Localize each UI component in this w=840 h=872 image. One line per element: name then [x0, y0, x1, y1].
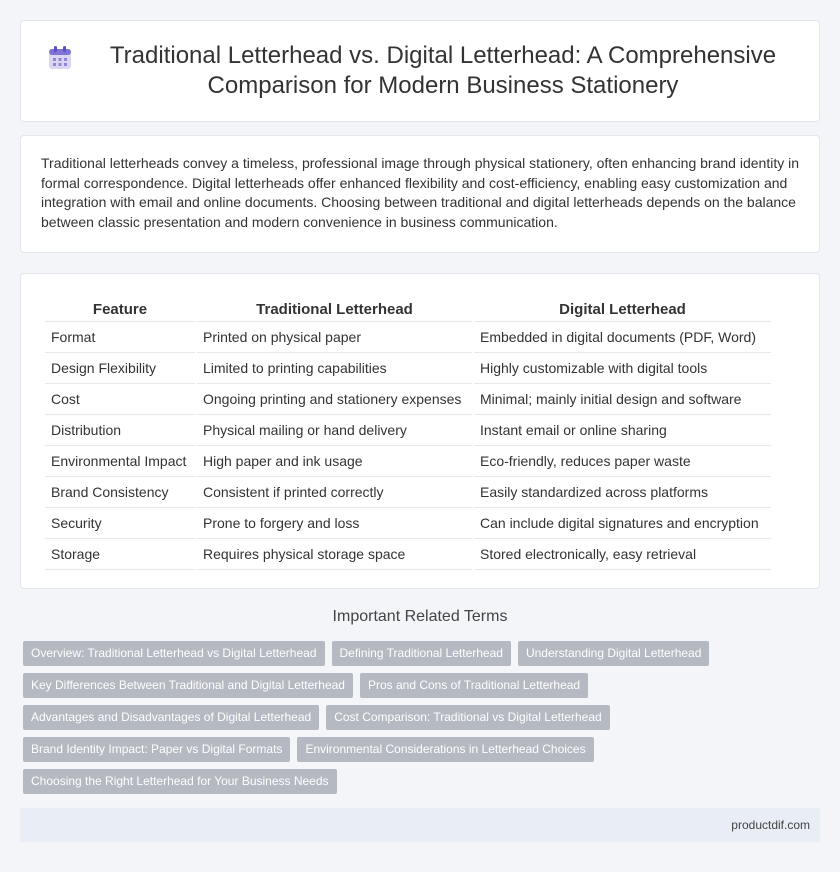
table-row [45, 322, 771, 353]
table-row [45, 353, 771, 384]
table-row [45, 446, 771, 477]
header-traditional: Traditional Letterhead [197, 298, 472, 322]
table-row [45, 384, 771, 415]
table-cell: Prone to forgery and loss [197, 508, 472, 539]
footer [20, 808, 820, 842]
related-term-link[interactable]: Brand Identity Impact: Paper vs Digital Formats [23, 737, 290, 762]
table-cell: Printed on physical paper [197, 322, 472, 353]
table-cell: Design Flexibility [45, 353, 195, 384]
table-row [45, 539, 771, 570]
related-terms-title: Important Related Terms [332, 608, 508, 625]
related-term-link[interactable]: Pros and Cons of Traditional Letterhead [360, 673, 588, 698]
table-row [45, 415, 771, 446]
table-cell: Instant email or online sharing [474, 415, 771, 446]
related-term-link[interactable]: Choosing the Right Letterhead for Your Business Needs [23, 769, 337, 794]
table-cell: Brand Consistency [45, 477, 195, 508]
title-card [20, 20, 820, 122]
table-cell: Limited to printing capabilities [197, 353, 472, 384]
intro-card [20, 135, 820, 253]
table-cell: Embedded in digital documents (PDF, Word) [474, 322, 771, 353]
table-cell: Format [45, 322, 195, 353]
table-cell: Eco-friendly, reduces paper waste [474, 446, 771, 477]
table-row [45, 477, 771, 508]
related-term-link[interactable]: Environmental Considerations in Letterhead Choices [297, 737, 593, 762]
intro-paragraph: Traditional letterheads convey a timeless, professional image through physical stationery, often enhancing brand identity in formal correspondence. Digital letterheads offer enhanced flexibility and cost-efficiency, enabling easy customization and integration with email and online documents. Choosing between traditional and digital letterheads depends on the balance between classic presentation and modern convenience in business communication. [41, 155, 799, 230]
table-cell: High paper and ink usage [197, 446, 472, 477]
table-cell: Security [45, 508, 195, 539]
table-cell: Stored electronically, easy retrieval [474, 539, 771, 570]
table-header-row [45, 298, 771, 322]
table-cell: Minimal; mainly initial design and software [474, 384, 771, 415]
table-cell: Environmental Impact [45, 446, 195, 477]
header-feature: Feature [45, 298, 195, 322]
table-row [45, 508, 771, 539]
related-term-link[interactable]: Understanding Digital Letterhead [518, 641, 709, 666]
related-term-link[interactable]: Advantages and Disadvantages of Digital Letterhead [23, 705, 319, 730]
comparison-table [43, 298, 773, 570]
table-cell: Can include digital signatures and encryption [474, 508, 771, 539]
page-title: Traditional Letterhead vs. Digital Letterhead: A Comprehensive Comparison for Modern Business Stationery [109, 42, 777, 99]
related-terms-list [23, 641, 823, 801]
table-cell: Ongoing printing and stationery expenses [197, 384, 472, 415]
related-term-link[interactable]: Overview: Traditional Letterhead vs Digital Letterhead [23, 641, 325, 666]
table-cell: Storage [45, 539, 195, 570]
table-cell: Cost [45, 384, 195, 415]
footer-site: productdif.com [731, 818, 810, 832]
table-cell: Easily standardized across platforms [474, 477, 771, 508]
table-cell: Distribution [45, 415, 195, 446]
comparison-card [20, 273, 820, 589]
calendar-icon [47, 45, 73, 71]
table-cell: Requires physical storage space [197, 539, 472, 570]
related-term-link[interactable]: Defining Traditional Letterhead [332, 641, 511, 666]
table-cell: Consistent if printed correctly [197, 477, 472, 508]
related-term-link[interactable]: Cost Comparison: Traditional vs Digital Letterhead [326, 705, 609, 730]
related-term-link[interactable]: Key Differences Between Traditional and Digital Letterhead [23, 673, 353, 698]
header-digital: Digital Letterhead [474, 298, 771, 322]
table-cell: Highly customizable with digital tools [474, 353, 771, 384]
table-cell: Physical mailing or hand delivery [197, 415, 472, 446]
